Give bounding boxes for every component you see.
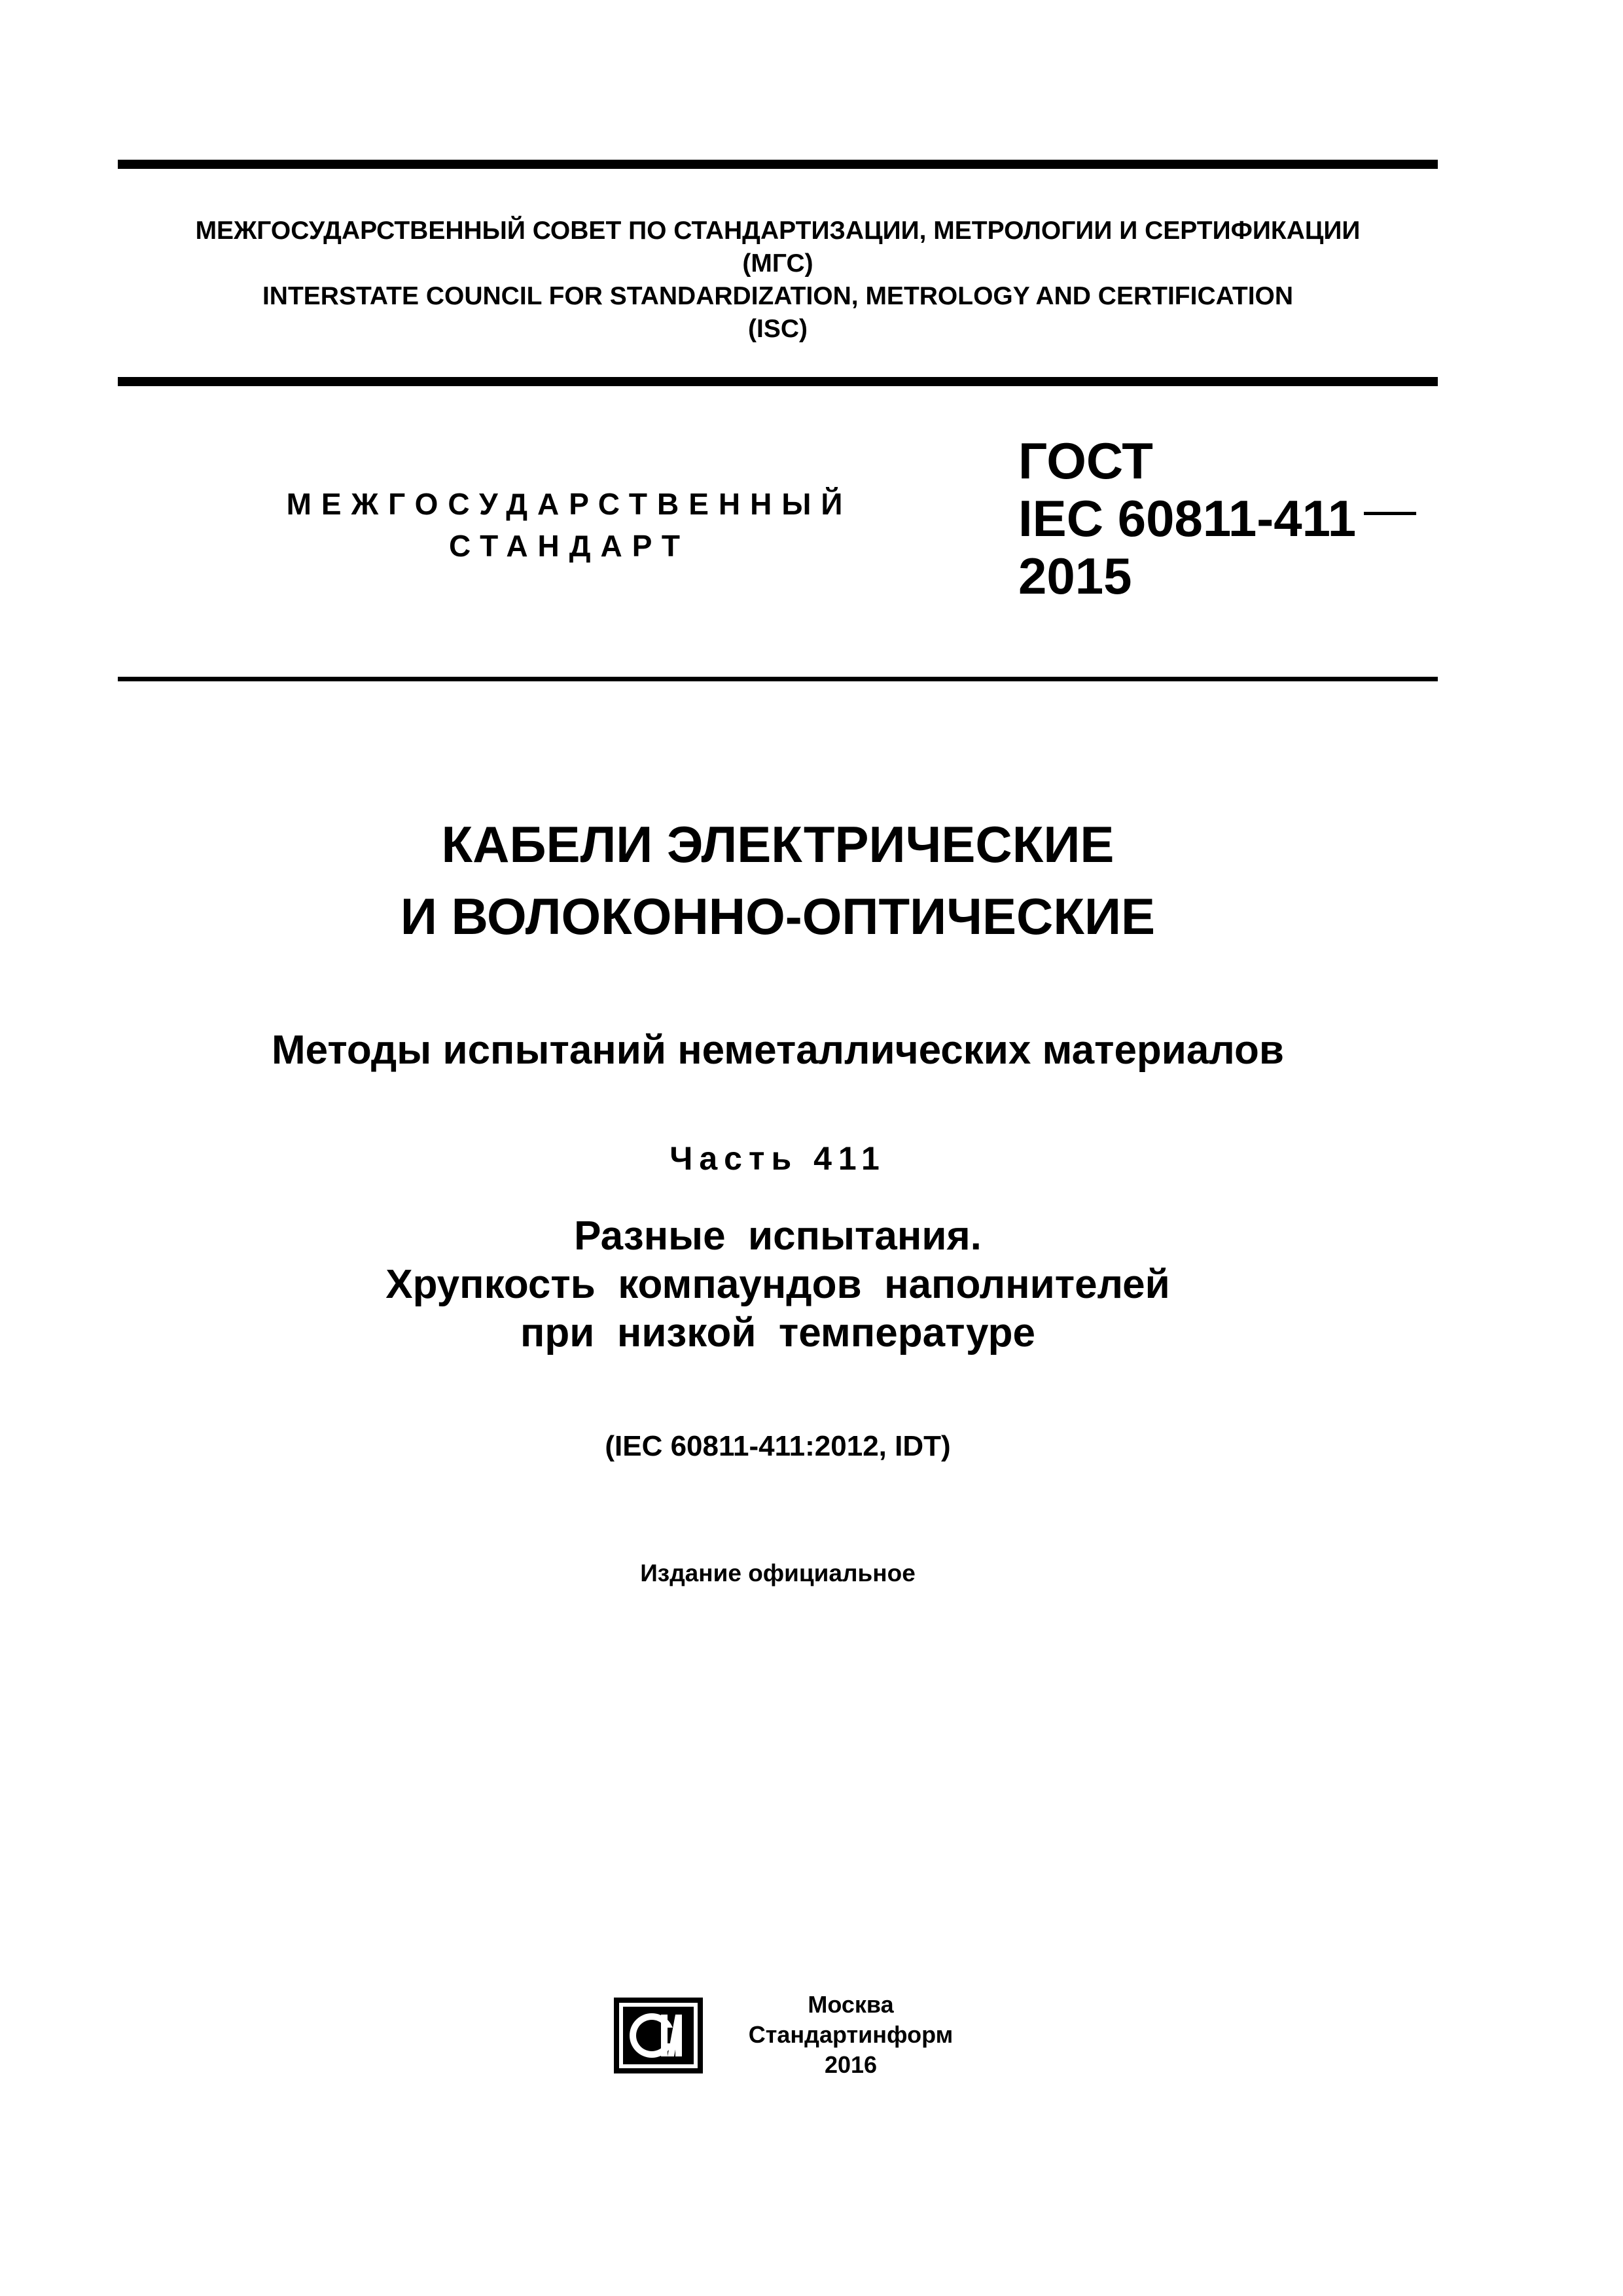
council-ru-name: МЕЖГОСУДАРСТВЕННЫЙ СОВЕТ ПО СТАНДАРТИЗАЦИИ, МЕТРОЛОГИИ И СЕРТИФИКАЦИИ xyxy=(195,217,1361,245)
publisher-name: Стандартинформ xyxy=(748,2021,954,2048)
designation-number-text: IEC 60811-411 xyxy=(1018,490,1357,547)
part-title-line1: Разные испытания. xyxy=(574,1213,982,1259)
iec-reference: (IEC 60811-411:2012, IDT) xyxy=(605,1430,951,1462)
publisher-year: 2016 xyxy=(824,2051,878,2078)
part-title-line3: при низкой температуре xyxy=(520,1310,1036,1355)
document-title xyxy=(118,808,1438,952)
council-header xyxy=(118,215,1438,346)
designation-gost: ГОСТ xyxy=(1018,432,1153,490)
designation-dash xyxy=(1364,512,1416,515)
document-subtitle: Методы испытаний неметаллических материалов xyxy=(272,1028,1284,1073)
standard-type-line1: МЕЖГОСУДАРСТВЕННЫЙ xyxy=(286,487,853,521)
designation-rule xyxy=(118,677,1438,681)
header-rule xyxy=(118,377,1438,386)
council-en-abbr: (ISC) xyxy=(748,315,808,343)
part-label: Часть 411 xyxy=(669,1140,886,1177)
publisher-city: Москва xyxy=(808,1991,894,2018)
publisher-info xyxy=(733,1990,969,2080)
designation-year: 2015 xyxy=(1018,547,1132,605)
standard-type xyxy=(196,483,942,567)
part-title xyxy=(118,1212,1438,1357)
part-title-line2: Хрупкость компаундов наполнителей xyxy=(385,1262,1170,1307)
top-rule xyxy=(118,160,1438,169)
edition-note: Издание официальное xyxy=(640,1560,916,1587)
standard-type-line2: СТАНДАРТ xyxy=(449,529,690,563)
standartinform-logo-icon xyxy=(613,1996,704,2075)
council-en-name: INTERSTATE COUNCIL FOR STANDARDIZATION, METROLOGY AND CERTIFICATION xyxy=(262,282,1294,310)
title-line2: И ВОЛОКОННО-ОПТИЧЕСКИЕ xyxy=(400,888,1156,945)
council-ru-abbr: (МГС) xyxy=(742,249,813,278)
standard-designation xyxy=(1018,432,1416,605)
designation-number xyxy=(1018,490,1416,547)
title-line1: КАБЕЛИ ЭЛЕКТРИЧЕСКИЕ xyxy=(441,816,1115,873)
publisher-logo xyxy=(613,1996,704,2075)
